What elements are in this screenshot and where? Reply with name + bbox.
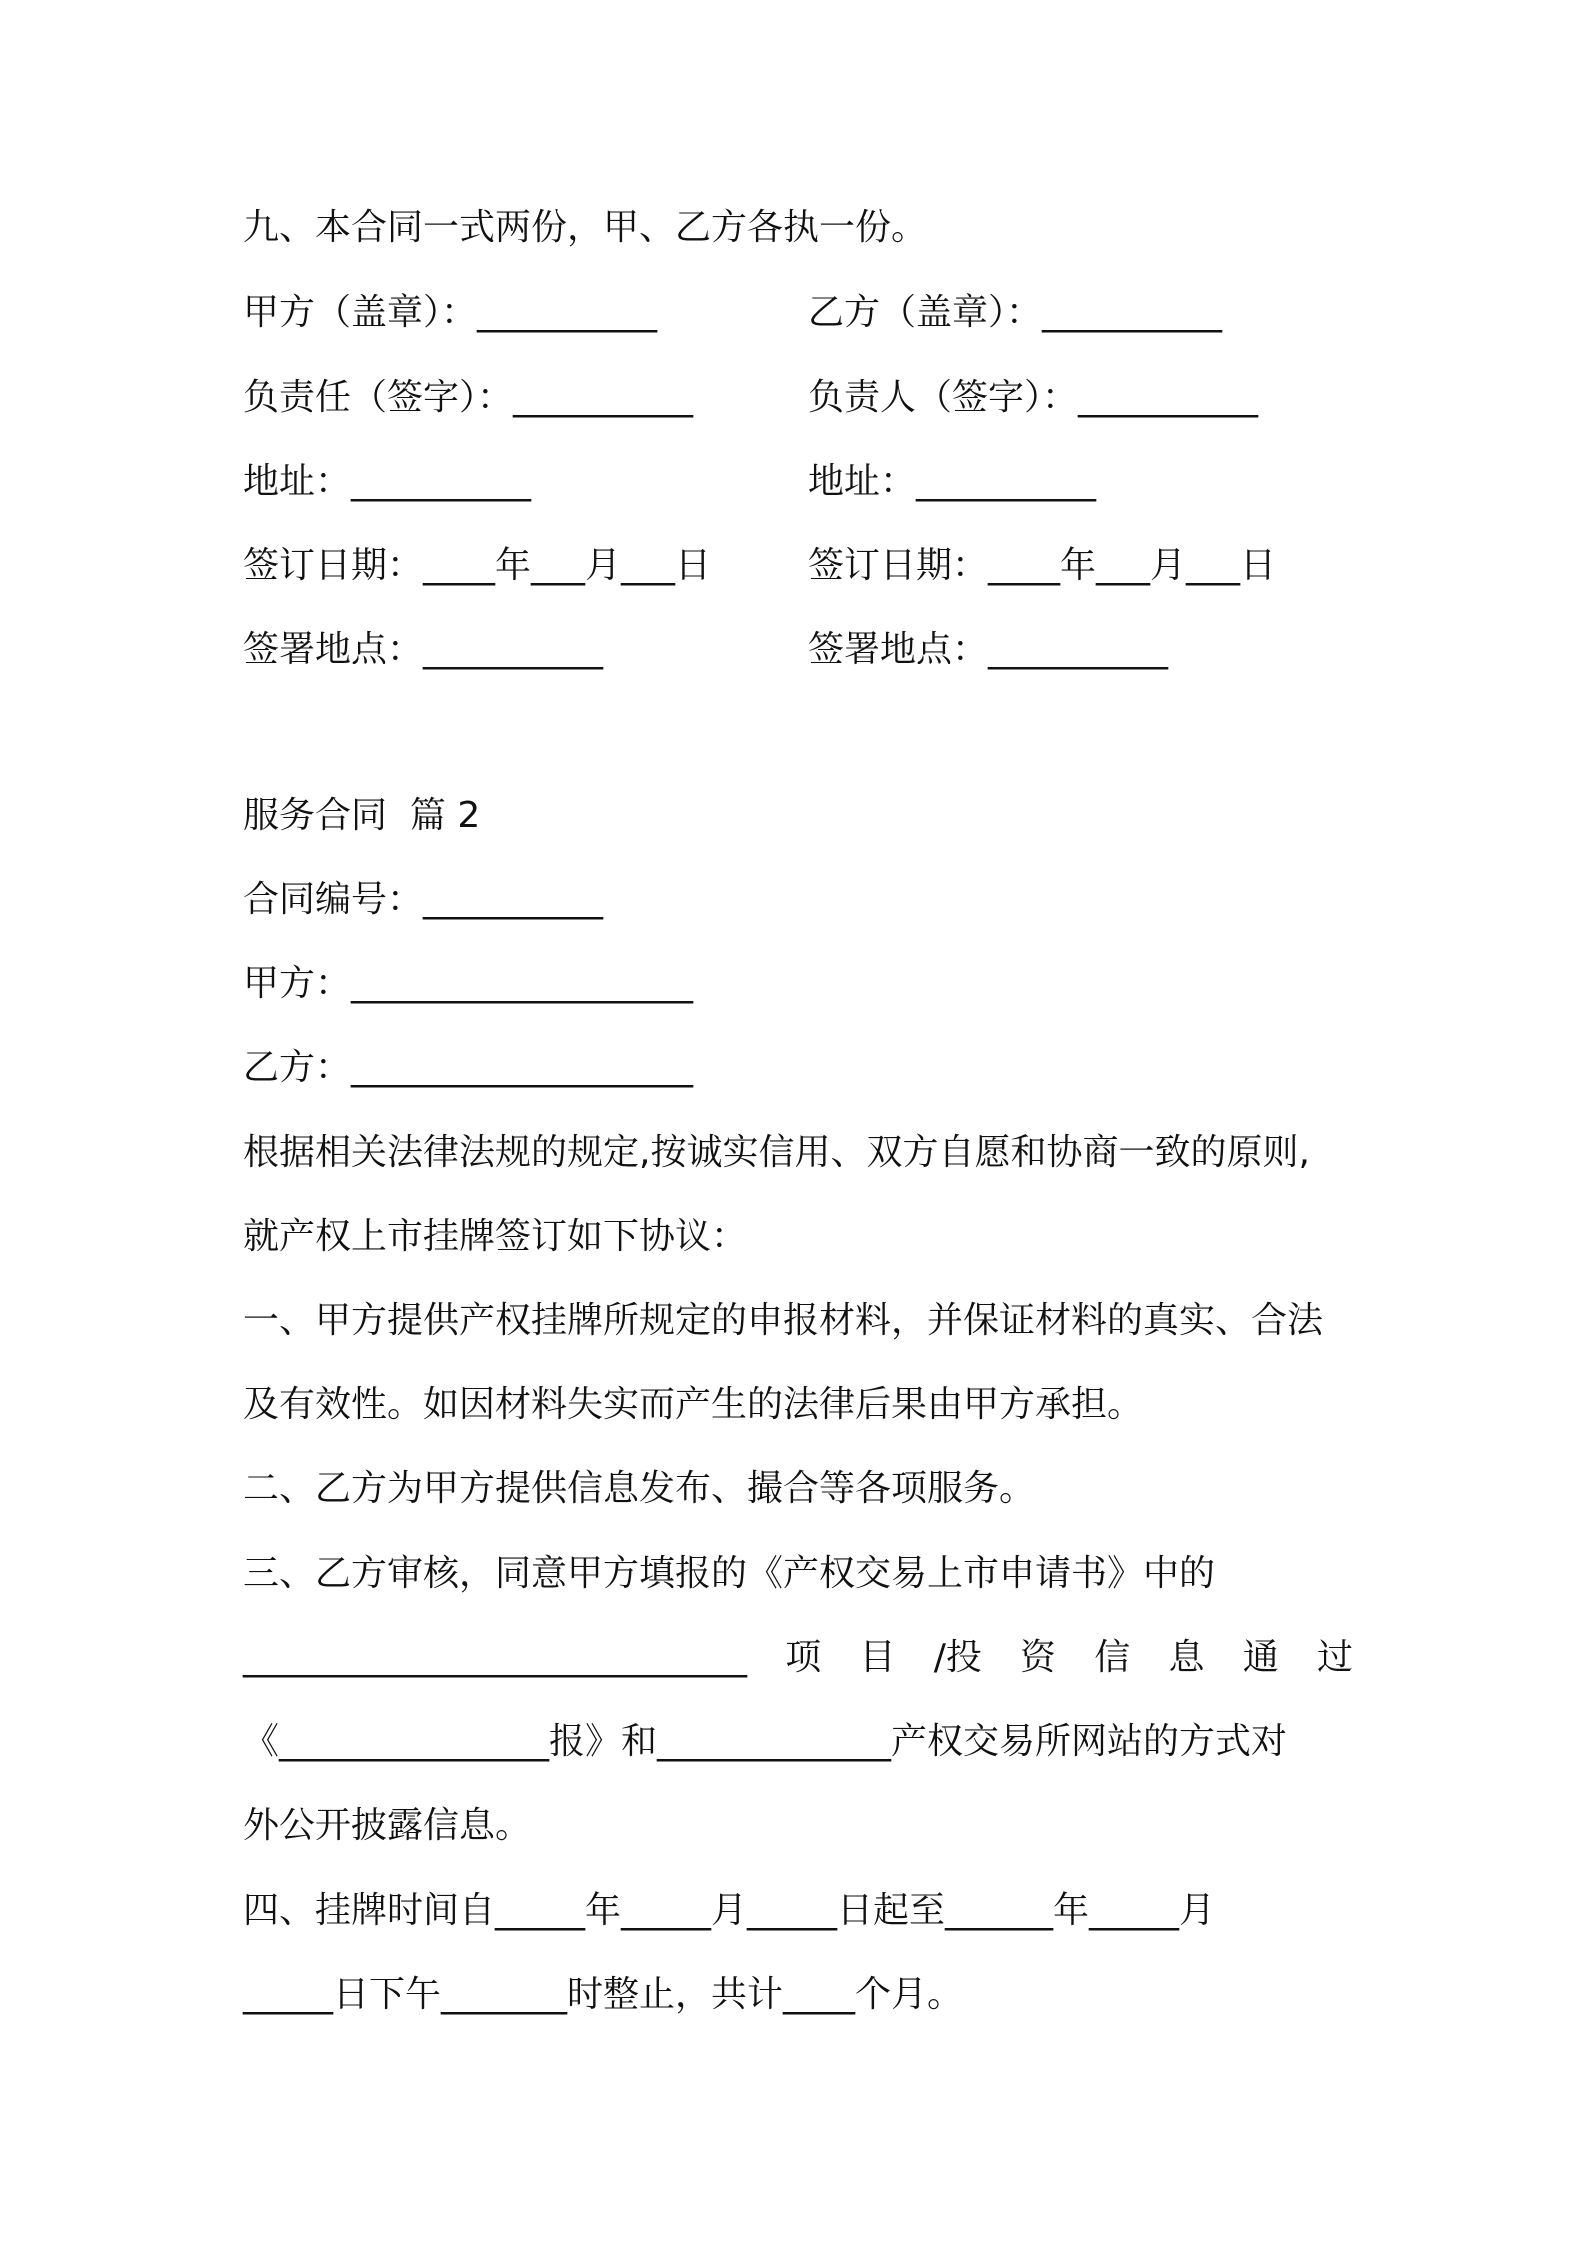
clause-4-line-1: 四、挂牌时间自_____年_____月_____日起至______年_____月: [243, 1890, 1216, 1931]
party-a-line: 甲方：___________________: [243, 963, 694, 1004]
clause-3-line-2: [243, 1636, 1353, 1680]
intro-paragraph-line-1: 根据相关法律法规的规定,按诚实信用、双方自愿和协商一致的原则,: [243, 1132, 1310, 1173]
clause-1-line-2: 及有效性。如因材料失实而产生的法律后果由甲方承担。: [243, 1384, 1144, 1425]
party-b-responsible: 负责人（签字）：__________: [808, 377, 1259, 418]
party-b-sign-date: 签订日期：____年___月___日: [808, 545, 1277, 586]
text-segment: 息: [1168, 1637, 1205, 1678]
party-a-seal: 甲方（盖章）：__________: [243, 292, 658, 333]
party-a-sign-date: 签订日期：____年___月___日: [243, 545, 712, 586]
text-segment: 信: [1094, 1637, 1131, 1678]
clause-3-line-3: 《_______________报》和_____________产权交易所网站的方式对: [243, 1721, 1288, 1762]
text-segment: /投: [933, 1637, 982, 1678]
clause-2: 二、乙方为甲方提供信息发布、撮合等各项服务。: [243, 1468, 1036, 1509]
text-segment: 通: [1242, 1637, 1279, 1678]
party-b-sign-place: 签署地点：__________: [808, 629, 1169, 670]
text-segment: 过: [1316, 1637, 1353, 1678]
party-a-responsible: 负责任（签字）：__________: [243, 377, 694, 418]
clause-4-line-2: _____日下午_______时整止，共计____个月。: [243, 1974, 964, 2015]
text-segment: ____________________________: [243, 1637, 747, 1678]
party-b-seal: 乙方（盖章）：__________: [808, 292, 1223, 333]
clause-9: 九、本合同一式两份，甲、乙方各执一份。: [243, 207, 928, 248]
party-a-address: 地址：__________: [243, 461, 532, 502]
party-b-address: 地址：__________: [808, 461, 1097, 502]
text-segment: 目: [859, 1637, 896, 1678]
party-b-line: 乙方：___________________: [243, 1047, 694, 1088]
clause-3-line-1: 三、乙方审核，同意甲方填报的《产权交易上市申请书》中的: [243, 1553, 1216, 1594]
party-a-sign-place: 签署地点：__________: [243, 629, 604, 670]
text-segment: 资: [1020, 1637, 1057, 1678]
section-title: 服务合同 篇 2: [243, 795, 481, 836]
clause-3-line-4: 外公开披露信息。: [243, 1805, 532, 1846]
contract-number: 合同编号：__________: [243, 879, 604, 920]
text-segment: 项: [785, 1637, 822, 1678]
clause-1-line-1: 一、甲方提供产权挂牌所规定的申报材料，并保证材料的真实、合法: [243, 1300, 1324, 1341]
intro-paragraph-line-2: 就产权上市挂牌签订如下协议：: [243, 1216, 748, 1257]
